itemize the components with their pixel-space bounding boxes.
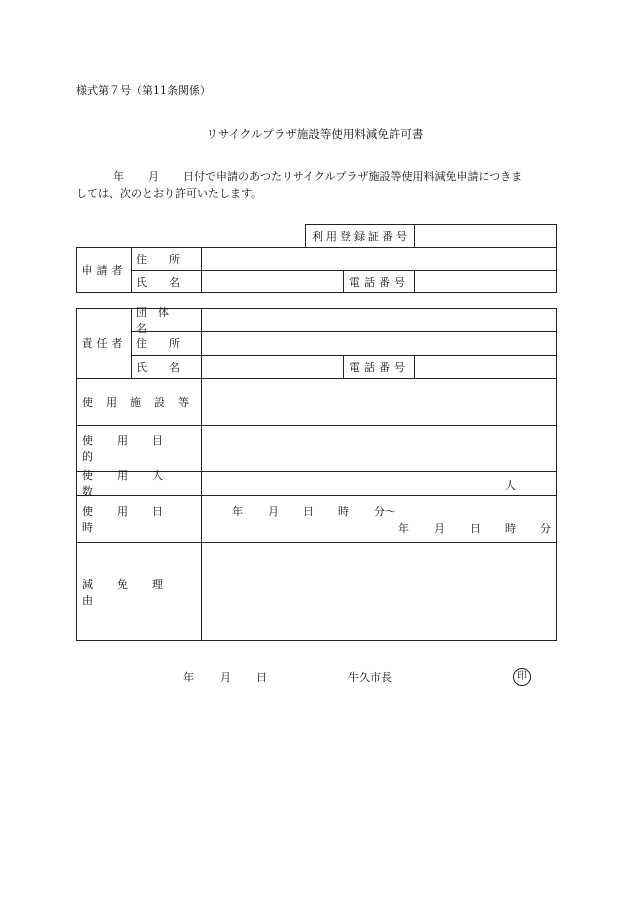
responsible-group-label: 責任者 [81,337,127,350]
responsible-address-field[interactable] [204,331,554,355]
datetime-from-month: 月 [268,505,279,518]
document-title: リサイクルプラザ施設等使用料減免許可書 [206,127,424,141]
responsible-name-label: 氏 名 [136,360,180,374]
headcount-label: 使用人数 [82,469,187,498]
issue-month-label: 月 [220,671,231,684]
headcount-field[interactable] [204,471,554,495]
seal-mark: 印 [513,668,531,686]
datetime-to-hour: 時 [505,522,516,535]
responsible-name-field[interactable] [204,355,340,378]
intro-year-label: 年 [113,170,124,183]
datetime-from-hour: 時 [338,505,349,518]
facility-label: 使用施設等 [82,395,202,409]
intro-paragraph [76,168,558,202]
reduction-reason-label: 減免理由 [82,577,187,607]
applicant-phone-label: 電話番号 [349,275,409,289]
responsible-phone-label: 電話番号 [349,360,409,374]
reduction-reason-field[interactable] [204,542,554,641]
datetime-from-minute: 分〜 [374,505,396,518]
applicant-group-label: 申請者 [81,264,127,277]
purpose-field[interactable] [204,425,554,471]
datetime-from-year: 年 [232,505,243,518]
datetime-from-day: 日 [303,505,314,518]
applicant-address-field[interactable] [204,247,554,270]
responsible-org-field[interactable] [204,308,554,331]
facility-field[interactable] [204,378,554,425]
datetime-label: 使用日時 [82,504,187,534]
datetime-to-day: 日 [470,522,481,535]
registration-number-field[interactable] [416,224,556,248]
datetime-to-year: 年 [398,522,409,535]
issuer-name: 牛久市長 [348,671,392,684]
datetime-to-minute: 分 [540,522,551,535]
intro-month-label: 月 [148,170,159,183]
purpose-label: 使用目的 [82,434,187,463]
intro-text-line1: 日付で申請のあつたリサイクルプラザ施設等使用料減免申請につきま [183,170,523,183]
applicant-name-label: 氏 名 [136,275,180,289]
applicant-phone-field[interactable] [417,270,554,293]
issue-year-label: 年 [183,671,194,684]
form-number: 様式第７号（第11条関係） [76,84,211,97]
intro-text-line2: しては、次のとおり許可いたします。 [76,187,263,200]
applicant-address-label: 住 所 [136,252,180,266]
responsible-address-label: 住 所 [136,337,180,350]
responsible-phone-field[interactable] [417,355,554,378]
datetime-to-month: 月 [434,522,445,535]
applicant-name-field[interactable] [204,270,340,293]
issue-day-label: 日 [256,671,267,684]
responsible-org-label: 団体名 [136,305,180,335]
registration-number-label: 利用登録証番号 [312,230,410,243]
headcount-unit: 人 [505,479,516,492]
